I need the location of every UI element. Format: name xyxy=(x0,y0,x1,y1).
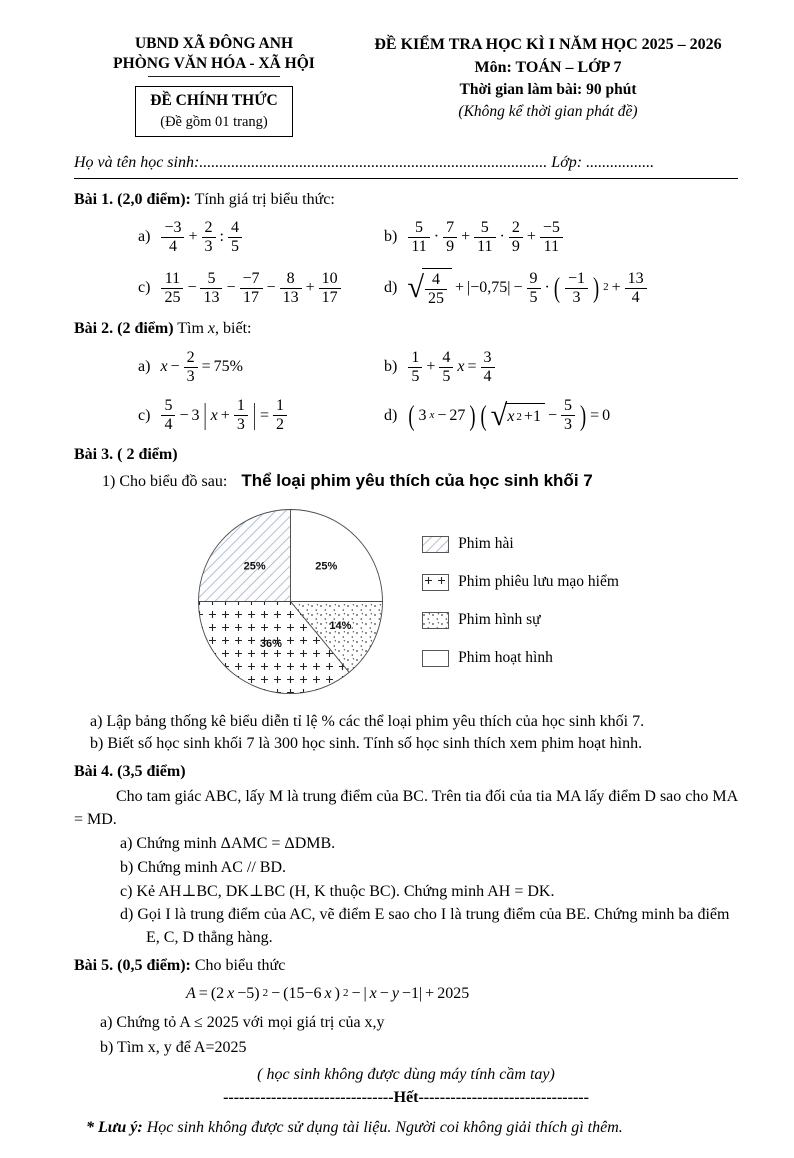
bai4-item-c: c) Kẻ AH⊥BC, DK⊥BC (H, K thuộc BC). Chứng minh AH = DK. xyxy=(120,882,555,900)
pie-slice xyxy=(291,509,383,601)
bai1-item-c: c) $\frac{11}{25}$ − $\frac{5}{13}$ − $\frac{-7}{17}$ − $\frac{8}{13}$ + $\frac{10}{17}$ xyxy=(138,268,384,308)
issuer-underline xyxy=(148,76,280,77)
bai4-intro: Cho tam giác ABC, lấy M là trung điểm của BC. Trên tia đối của tia MA lấy điểm D sao cho MA = MD. xyxy=(74,787,738,828)
legend-swatch xyxy=(422,612,449,629)
pie-slice-label: 25% xyxy=(315,560,338,573)
exam-duration-note: (Không kể thời gian phát đề) xyxy=(458,103,638,121)
bai5-title: Bài 5. (0,5 điểm): xyxy=(74,956,191,974)
bai4-heading: Bài 4. (3,5 điểm) xyxy=(74,763,186,781)
legend-item xyxy=(422,533,619,555)
document-header xyxy=(74,34,738,137)
legend-label: Phim hình sự xyxy=(458,611,541,629)
bai2-item-c: c) $\frac{5}{4}$ − 3 | x + $\frac{1}{3}$ | = $\frac{1}{2}$ xyxy=(138,397,384,434)
math-expression: $\frac{11}{25}$ − $\frac{5}{13}$ − $\frac{-7}{17}$ − $\frac{8}{13}$ + $\frac{10}{17}$ xyxy=(160,270,341,307)
exam-title-block xyxy=(354,34,738,123)
legend-item xyxy=(422,609,619,631)
bai1-item-a: a) $\frac{-3}{4}$ + $\frac{2}{3}$ : $\frac{4}{5}$ xyxy=(138,219,384,256)
issuer-name-line1: UBND XÃ ĐÔNG ANH xyxy=(134,35,294,52)
legend-label: Phim hài xyxy=(458,535,514,553)
official-exam-pages: (Đề gồm 01 trang) xyxy=(160,114,268,131)
bai5-item-b: b) Tìm x, y để A=2025 xyxy=(100,1039,247,1057)
issuer-name-line2: PHÒNG VĂN HÓA - XÃ HỘI xyxy=(113,55,315,73)
bai2-item-a: a) x − $\frac{2}{3}$ = 75% xyxy=(138,348,243,385)
bai2-title: Bài 2. (2 điểm) xyxy=(74,319,174,337)
end-word: Hết xyxy=(393,1089,419,1107)
math-expression: $\frac{5}{4}$ − 3 | x + $\frac{1}{3}$ | = $\frac{1}{2}$ xyxy=(160,397,288,434)
exam-title: ĐỀ KIỂM TRA HỌC KÌ I NĂM HỌC 2025 – 2026 xyxy=(374,36,722,53)
bai3-intro-row xyxy=(102,469,738,494)
header-divider xyxy=(74,178,738,179)
math-expression: $\frac{1}{5}$ + $\frac{4}{5}$ x = $\frac{3}{4}$ xyxy=(407,349,495,386)
bai1-item-d: d) √ $\frac{4}{25}$ + |−0,75| − $\frac{9}{5}$ · ( $\frac{-1}{3}$ ) 2 + $\frac{13}{4}$ xyxy=(384,268,738,308)
legend-swatch xyxy=(422,650,449,667)
legend-item xyxy=(422,647,619,669)
exam-remark: * Lưu ý: Học sinh không được sử dụng tài liệu. Người coi không giải thích gì thêm. xyxy=(86,1119,623,1137)
legend-label: Phim phiêu lưu mạo hiểm xyxy=(458,573,619,591)
bai2-item-b: b) $\frac{1}{5}$ + $\frac{4}{5}$ x = $\frac{3}{4}$ xyxy=(384,349,738,386)
official-exam-box xyxy=(135,86,292,137)
math-expression: x − $\frac{2}{3}$ = 75% xyxy=(160,348,243,385)
bai1-title: Bài 1. (2,0 điểm): xyxy=(74,190,191,208)
exam-duration: Thời gian làm bài: 90 phút xyxy=(459,81,637,99)
bai2-item-d: d) ( 3 x − 27 ) ( √ x 2 +1 − $\frac{5}{3}$ ) = 0 xyxy=(384,397,611,434)
math-expression: ( 3 x − 27 ) ( √ x 2 +1 − $\frac{5}{3}$ ) = 0 xyxy=(408,397,611,434)
official-exam-label: ĐỀ CHÍNH THỨC xyxy=(150,92,278,110)
pie-slice xyxy=(199,509,291,601)
bai1-title-rest: Tính giá trị biểu thức: xyxy=(190,190,335,208)
bai1-heading xyxy=(74,189,738,212)
bai2-expressions xyxy=(138,349,738,435)
bai4-item-d: d) Gọi I là trung điểm của AC, vẽ điểm E sao cho I là trung điểm của BE. Chứng minh ba điểm E, C, D thẳng hàng. xyxy=(120,906,730,947)
bai3-intro: 1) Cho biểu đồ sau: xyxy=(102,472,228,490)
bai1-expressions xyxy=(138,219,738,308)
legend-swatch xyxy=(422,536,449,553)
remark-label: * Lưu ý: xyxy=(86,1119,143,1137)
bai4-item-b: b) Chứng minh AC // BD. xyxy=(120,859,287,877)
bai3-heading: Bài 3. ( 2 điểm) xyxy=(74,446,178,464)
end-of-exam-line: --------------------------------Hết-------------------------------- xyxy=(223,1089,589,1107)
pie-slice-label: 25% xyxy=(243,560,266,573)
bai2-heading: Bài 2. (2 điểm) Tìm x, biết: xyxy=(74,319,252,337)
pie-chart xyxy=(193,504,388,699)
bai3-question-a: a) Lập bảng thống kê biểu diễn tỉ lệ % các thể loại phim yêu thích của học sinh khối 7. xyxy=(90,712,645,730)
math-expression: √ $\frac{4}{25}$ + |−0,75| − $\frac{9}{5}$ · ( $\frac{-1}{3}$ ) 2 + $\frac{13}{4}$ xyxy=(407,268,647,308)
bai5-heading: Bài 5. (0,5 điểm): Cho biểu thức xyxy=(74,956,286,974)
pie-chart-block xyxy=(74,504,738,699)
bai4-item-a: a) Chứng minh ΔAMC = ΔDMB. xyxy=(120,835,336,853)
bai3-question-b: b) Biết số học sinh khối 7 là 300 học sinh. Tính số học sinh thích xem phim hoạt hình. xyxy=(90,735,643,753)
legend-label: Phim hoạt hình xyxy=(458,649,553,667)
pie-slice-label: 14% xyxy=(329,619,352,632)
issuer-block xyxy=(74,34,354,137)
exam-subject: Môn: TOÁN – LỚP 7 xyxy=(474,58,622,76)
bai5-formula: A = (2 x −5) 2 − (15−6 x ) 2 − | x − y −1| + 2025 xyxy=(186,984,470,1002)
bai1-item-b: b) $\frac{5}{11}$ · $\frac{7}{9}$ + $\frac{5}{11}$ · $\frac{2}{9}$ + $\frac{-5}{11}$ xyxy=(384,219,738,256)
legend-item xyxy=(422,571,619,593)
chart-title: Thể loại phim yêu thích của học sinh khối 7 xyxy=(241,470,593,490)
student-name-line: Họ và tên học sinh:....................................................................................... Lớp: ................. xyxy=(74,153,655,171)
calculator-note: ( học sinh không được dùng máy tính cầm tay) xyxy=(257,1065,555,1083)
pie-legend xyxy=(422,525,619,677)
pie-slice-label: 36% xyxy=(259,637,283,650)
legend-swatch xyxy=(422,574,449,591)
bai2-variable: x xyxy=(207,319,216,337)
math-expression: $\frac{5}{11}$ · $\frac{7}{9}$ + $\frac{5}{11}$ · $\frac{2}{9}$ + $\frac{-5}{11}$ xyxy=(407,219,564,256)
math-expression: $\frac{-3}{4}$ + $\frac{2}{3}$ : $\frac{4}{5}$ xyxy=(160,219,243,256)
bai5-item-a: a) Chứng tỏ A ≤ 2025 với mọi giá trị của x,y xyxy=(100,1014,385,1032)
